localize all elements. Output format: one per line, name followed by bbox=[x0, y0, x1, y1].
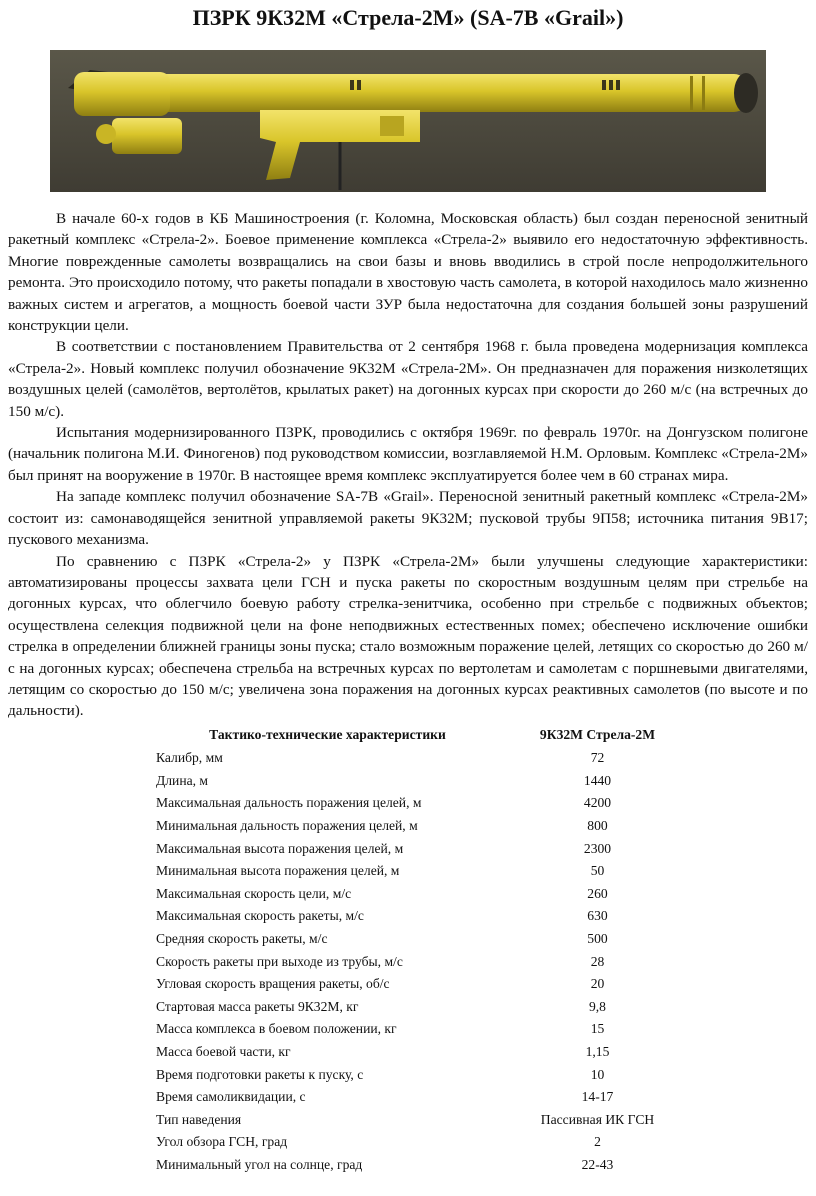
table-row bbox=[146, 1041, 686, 1064]
spec-value: 50 bbox=[590, 863, 605, 879]
spec-value: 28 bbox=[590, 953, 605, 969]
spec-name: Максимальная дальность поражения целей, м bbox=[156, 795, 422, 811]
spec-name: Масса комплекса в боевом положении, кг bbox=[156, 1021, 397, 1037]
spec-name: Тип наведения bbox=[156, 1111, 242, 1127]
column-header: 9К32М Стрела-2М bbox=[539, 727, 656, 742]
spec-name: Максимальная скорость ракеты, м/с bbox=[156, 908, 364, 924]
table-row bbox=[146, 973, 686, 996]
table-row bbox=[146, 1018, 686, 1041]
table-row bbox=[146, 1154, 686, 1177]
paragraph: Испытания модернизированного ПЗРК, проводились с октября 1969г. по февраль 1970г. на Донгузском полигоне (начальник полигона М.И. Финогенов) под руководством комиссии, возглавляемой Н.М. Орловым. Комплекс «Стрела-2М» был принят на вооружение в 1970г. В настоящее время комплекс эксплуатируется более чем в 60 странах мира. bbox=[8, 424, 808, 484]
spec-name: Минимальная дальность поражения целей, м bbox=[156, 818, 418, 834]
spec-name: Масса боевой части, кг bbox=[156, 1044, 291, 1060]
spec-value: 4200 bbox=[583, 795, 612, 811]
paragraph: На западе комплекс получил обозначение SA-7B «Grail». Переносной зенитный ракетный комплекс «Стрела-2М» состоит из: самонаводящейся зенитной управляемой ракеты 9К32М; пусковой трубы 9П58; источника питания 9В17; пускового механизма. bbox=[8, 488, 808, 549]
spec-value: Пассивная ИК ГСН bbox=[540, 1111, 655, 1127]
spec-value: 1440 bbox=[583, 772, 612, 788]
spec-name: Калибр, мм bbox=[156, 750, 223, 766]
spec-value: 22-43 bbox=[581, 1156, 614, 1172]
spec-value: 2300 bbox=[583, 840, 612, 856]
table-row bbox=[146, 928, 686, 951]
spec-name: Длина, м bbox=[156, 772, 209, 788]
table-row bbox=[146, 950, 686, 973]
spec-value: 20 bbox=[590, 976, 605, 992]
table-header-row bbox=[146, 723, 686, 747]
table-row bbox=[146, 1109, 686, 1132]
spec-name: Время подготовки ракеты к пуску, с bbox=[156, 1066, 364, 1082]
spec-value: 15 bbox=[590, 1021, 605, 1037]
spec-name: Минимальная высота поражения целей, м bbox=[156, 863, 400, 879]
table-row bbox=[146, 815, 686, 838]
table-row bbox=[146, 747, 686, 770]
spec-value: 2 bbox=[594, 1134, 601, 1150]
table-row bbox=[146, 1086, 686, 1109]
spec-value: 10 bbox=[590, 1066, 605, 1082]
paragraph: По сравнению с ПЗРК «Стрела-2» у ПЗРК «Стрела-2М» были улучшены следующие характеристики: автоматизированы процессы захвата цели ГСН и пуска ракеты по скоростным воздушным целям при стрельбе на догонных курсах, что облегчило боевую работу стрелка-зенитчика, особенно при стрельбе с подвижных объектов; осуществлена селекция подвижной цели на фоне неподвижных естественных помех; обеспечено исключение ошибки стрелка в определении ближней границы зоны пуска; стало возможным поражение целей, летящих со скоростью до 260 м/с на догонных курсах; обеспечена стрельба на встречных курсах по вертолетам и самолетам с поршневыми двигателями, летящим со скоростью до 150 м/с; увеличена зона поражения на догонных курсах реактивных самолетов (по высоте и по дальности). bbox=[8, 552, 808, 720]
specs-table bbox=[146, 723, 686, 1176]
spec-name: Максимальная скорость цели, м/с bbox=[156, 885, 352, 901]
table-row bbox=[146, 905, 686, 928]
launcher-photo bbox=[50, 50, 766, 192]
table-row bbox=[146, 883, 686, 906]
spec-name: Максимальная высота поражения целей, м bbox=[156, 840, 404, 856]
paragraph: В соответствии с постановлением Правительства от 2 сентября 1968 г. была проведена модернизация комплекса «Стрела-2». Новый комплекс получил обозначение 9К32М «Стрела-2М». Он предназначен для поражения низколетящих воздушных целей (самолётов, вертолётов, крылатых ракет) на догонных курсах при скорости до 260 м/с (на встречных до 150 м/с). bbox=[8, 338, 808, 420]
strela-launcher-illustration bbox=[50, 50, 766, 192]
table-row bbox=[146, 792, 686, 815]
table-row bbox=[146, 860, 686, 883]
spec-value: 14-17 bbox=[581, 1089, 614, 1105]
spec-name: Угловая скорость вращения ракеты, об/с bbox=[156, 976, 390, 992]
spec-name: Минимальный угол на солнце, град bbox=[156, 1156, 363, 1172]
paragraph: В начале 60-х годов в КБ Машиностроения (г. Коломна, Московская область) был создан переносной зенитный ракетный комплекс «Стрела-2». Боевое применение комплекса «Стрела-2» выявило его недостаточную эффективность. Многие поврежденные самолеты возвращались на свои базы и вновь вводились в строй после непродолжительного ремонта. Это происходило потому, что ракеты попадали в хвостовую часть самолета, в которой находилось мало жизненно важных систем и агрегатов, а мощность боевой части ЗУР была недостаточна для создания большей зоны разрушений конструкции цели. bbox=[8, 210, 808, 335]
spec-value: 260 bbox=[587, 885, 608, 901]
spec-name: Угол обзора ГСН, град bbox=[156, 1134, 288, 1150]
spec-name: Стартовая масса ракеты 9К32М, кг bbox=[156, 998, 359, 1014]
spec-name: Средняя скорость ракеты, м/с bbox=[156, 931, 328, 947]
spec-name: Скорость ракеты при выходе из трубы, м/с bbox=[156, 953, 403, 969]
spec-value: 500 bbox=[587, 931, 608, 947]
spec-value: 630 bbox=[587, 908, 608, 924]
spec-value: 1,15 bbox=[585, 1044, 610, 1060]
spec-value: 800 bbox=[587, 818, 608, 834]
spec-value: 9,8 bbox=[588, 998, 606, 1014]
column-header: Тактико-технические характеристики bbox=[209, 727, 446, 742]
article-text bbox=[8, 208, 808, 722]
table-row bbox=[146, 1131, 686, 1154]
table-row bbox=[146, 1063, 686, 1086]
page-title: ПЗРК 9К32М «Стрела-2М» (SA-7B «Grail») bbox=[192, 5, 624, 30]
table-row bbox=[146, 996, 686, 1019]
table-row bbox=[146, 837, 686, 860]
spec-value: 72 bbox=[590, 750, 605, 766]
spec-name: Время самоликвидации, с bbox=[156, 1089, 306, 1105]
table-row bbox=[146, 770, 686, 793]
